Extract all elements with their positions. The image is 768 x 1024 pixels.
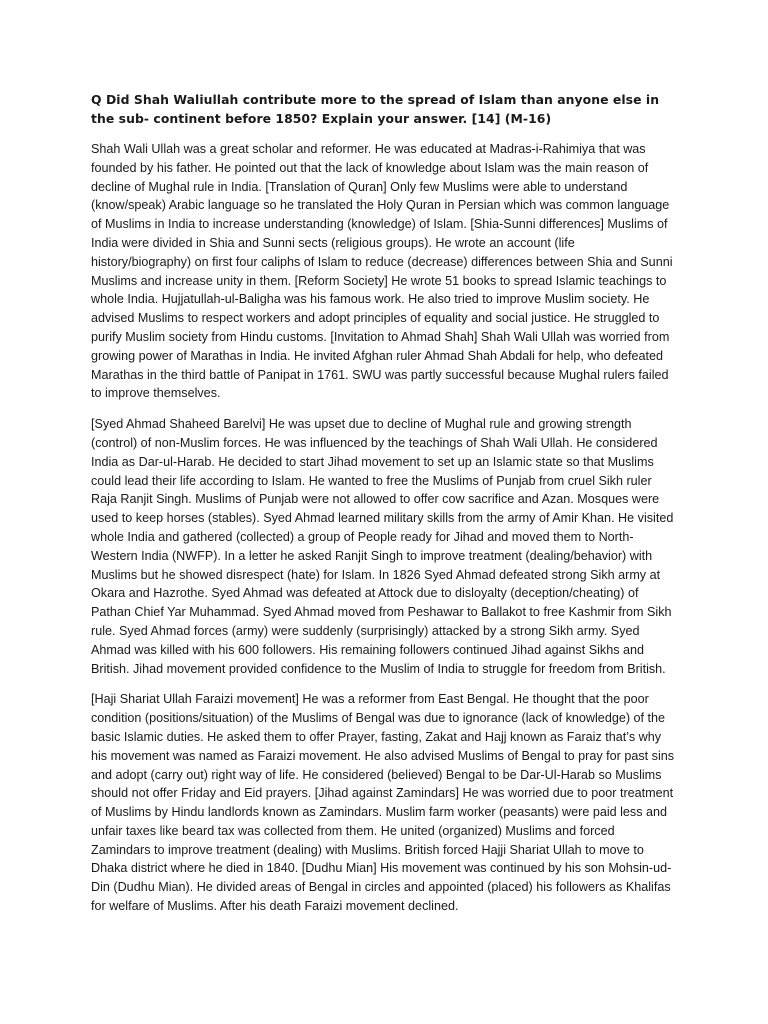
- paragraph-haji-shariat-ullah: [Haji Shariat Ullah Faraizi movement] He was a reformer from East Bengal. He thought that the poor condition (positions/situation) of the Muslims of Bengal was due to ignorance (lack of knowledge) of the basic Islamic duties. He asked them to offer Prayer, fasting, Zakat and Hajj known as Faraiz that’s why his movement was named as Faraizi movement. He also advised Muslims of Bengal to pray for past sins and adopt (carry out) right way of life. He considered (believed) Bengal to be Dar-Ul-Harab so Muslims should not offer Friday and Eid prayers. [Jihad against Zamindars] He was worried due to poor treatment of Muslims by Hindu landlords known as Zamindars. Muslim farm worker (peasants) were paid less and unfair taxes like beard tax was collected from them. He united (organized) Muslims and forced Zamindars to improve treatment (dealing) with Muslims. British forced Hajji Shariat Ullah to move to Dhaka district where he died in 1840. [Dudhu Mian] His movement was continued by his son Mohsin-ud-Din (Dudhu Mian). He divided areas of Bengal in circles and appointed (placed) his followers as Khalifas for welfare of Muslims. After his death Faraizi movement declined.: [91, 692, 675, 914]
- document-body: [91, 90, 677, 928]
- paragraph-shah-wali-ullah: Shah Wali Ullah was a great scholar and reformer. He was educated at Madras-i-Rahimiya that was founded by his father. He pointed out that the lack of knowledge about Islam was the main reason of decline of Mughal rule in India. [Translation of Quran] Only few Muslims were able to understand (know/speak) Arabic language so he translated the Holy Quran in Persian which was common language of Muslims in India to increase understanding (knowledge) of Islam. [Shia-Sunni differences] Muslims of India were divided in Shia and Sunni sects (religious groups). He wrote an account (life history/biography) on first four caliphs of Islam to reduce (decrease) differences between Shia and Sunni Muslims and increase unity in them. [Reform Society] He wrote 51 books to spread Islamic teachings to whole India. Hujjatullah-ul-Baligha was his famous work. He also tried to improve Muslim society. He advised Muslims to respect workers and adopt principles of equality and social justice. He struggled to purify Muslim society from Hindu customs. [Invitation to Ahmad Shah] Shah Wali Ullah was worried from growing power of Marathas in India. He invited Afghan ruler Ahmad Shah Abdali for help, who defeated Marathas in the third battle of Panipat in 1761. SWU was partly successful because Mughal rulers failed to improve themselves.: [91, 142, 673, 401]
- question-heading: Q Did Shah Waliullah contribute more to the spread of Islam than anyone else in the sub- continent before 1850? Explain your answer. [14] (M-16): [91, 92, 660, 126]
- paragraph-syed-ahmad-barelvi: [Syed Ahmad Shaheed Barelvi] He was upset due to decline of Mughal rule and growing strength (control) of non-Muslim forces. He was influenced by the teachings of Shah Wali Ullah. He considered India as Dar-ul-Harab. He decided to start Jihad movement to set up an Islamic state so that Muslims could lead their life according to Islam. He wanted to free the Muslims of Punjab from cruel Sikh ruler Raja Ranjit Singh. Muslims of Punjab were not allowed to offer cow sacrifice and Azan. Mosques were used to keep horses (stables). Syed Ahmad learned military skills from the army of Amir Khan. He visited whole India and gathered (collected) a group of People ready for Jihad and moved them to North-Western India (NWFP). In a letter he asked Ranjit Singh to improve treatment (dealing/behavior) with Muslims but he showed disrespect (hate) for Islam. In 1826 Syed Ahmad defeated strong Sikh army at Okara and Hazrothe. Syed Ahmad was defeated at Attock due to disloyalty (deception/cheating) of Pathan Chief Yar Muhammad. Syed Ahmad moved from Peshawar to Ballakot to free Kashmir from Sikh rule. Syed Ahmad forces (army) were suddenly (surprisingly) attacked by a strong Sikh army. Syed Ahmad was killed with his 600 followers. His remaining followers continued Jihad against Sikhs and British. Jihad movement provided confidence to the Muslim of India to struggle for freedom from British.: [91, 417, 674, 676]
